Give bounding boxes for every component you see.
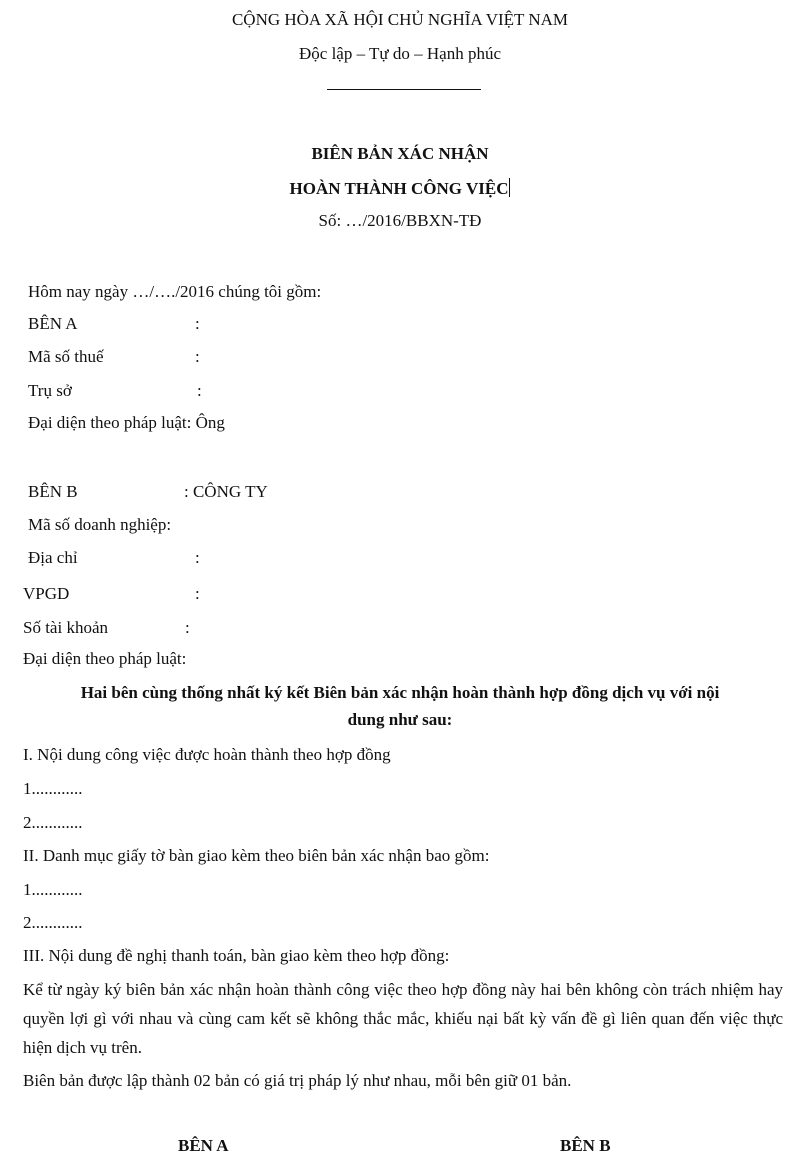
section2-item-2: 2............ — [23, 913, 83, 932]
party-b-value: : CÔNG TY — [184, 482, 268, 501]
intro-line: Hôm nay ngày …/…./2016 chúng tôi gồm: — [28, 282, 322, 301]
national-title: CỘNG HÒA XÃ HỘI CHỦ NGHĨA VIỆT NAM — [231, 10, 569, 29]
document-title-line2: HOÀN THÀNH CÔNG VIỆC — [289, 179, 509, 198]
party-b-account-value: : — [185, 618, 190, 637]
signature-party-b: BÊN B — [560, 1136, 611, 1155]
party-a-value: : — [195, 314, 200, 333]
party-a-tax-value: : — [195, 347, 200, 366]
header-divider — [327, 89, 481, 90]
section2-heading: II. Danh mục giấy tờ bàn giao kèm theo biên bản xác nhận bao gồm: — [23, 846, 490, 865]
party-b-address-value: : — [195, 548, 200, 567]
text-cursor — [509, 178, 510, 197]
party-b-office-value: : — [195, 584, 200, 603]
section3-heading: III. Nội dung đề nghị thanh toán, bàn giao kèm theo hợp đồng: — [23, 946, 450, 965]
party-b-office-label: VPGD — [23, 584, 70, 603]
section3-paragraph: Kể từ ngày ký biên bản xác nhận hoàn thành công việc theo hợp đồng này hai bên không còn trách nhiệm hay quyền lợi gì với nhau và cùng cam kết sẽ không thắc mắc, khiếu nại bất kỳ vấn đề gì liên quan đến việc thực hiện dịch vụ trên. — [23, 980, 783, 1057]
motto: Độc lập – Tự do – Hạnh phúc — [299, 44, 501, 63]
section1-item-1: 1............ — [23, 779, 83, 798]
signature-party-a: BÊN A — [178, 1136, 229, 1155]
party-a-representative: Đại diện theo pháp luật: Ông — [28, 413, 225, 432]
party-a-tax-label: Mã số thuế — [28, 347, 104, 366]
closing-statement: Biên bản được lập thành 02 bản có giá trị pháp lý như nhau, mỗi bên giữ 01 bản. — [23, 1071, 572, 1090]
section1-heading: I. Nội dung công việc được hoàn thành theo hợp đồng — [23, 745, 391, 764]
party-a-office-value: : — [197, 381, 202, 400]
party-a-label: BÊN A — [28, 314, 78, 333]
party-b-representative: Đại diện theo pháp luật: — [23, 649, 187, 668]
document-number: Số: …/2016/BBXN-TĐ — [318, 211, 482, 230]
party-b-address-label: Địa chỉ — [28, 548, 78, 567]
party-b-business-code: Mã số doanh nghiệp: — [28, 515, 172, 534]
party-b-account-label: Số tài khoản — [23, 618, 108, 637]
agreement-line1: Hai bên cùng thống nhất ký kết Biên bản xác nhận hoàn thành hợp đồng dịch vụ với nội — [80, 683, 720, 702]
document-title-line1: BIÊN BẢN XÁC NHẬN — [311, 144, 489, 163]
section1-item-2: 2............ — [23, 813, 83, 832]
agreement-line2: dung như sau: — [347, 710, 453, 729]
section2-item-1: 1............ — [23, 880, 83, 899]
party-b-label: BÊN B — [28, 482, 78, 501]
party-a-office-label: Trụ sở — [28, 381, 72, 400]
